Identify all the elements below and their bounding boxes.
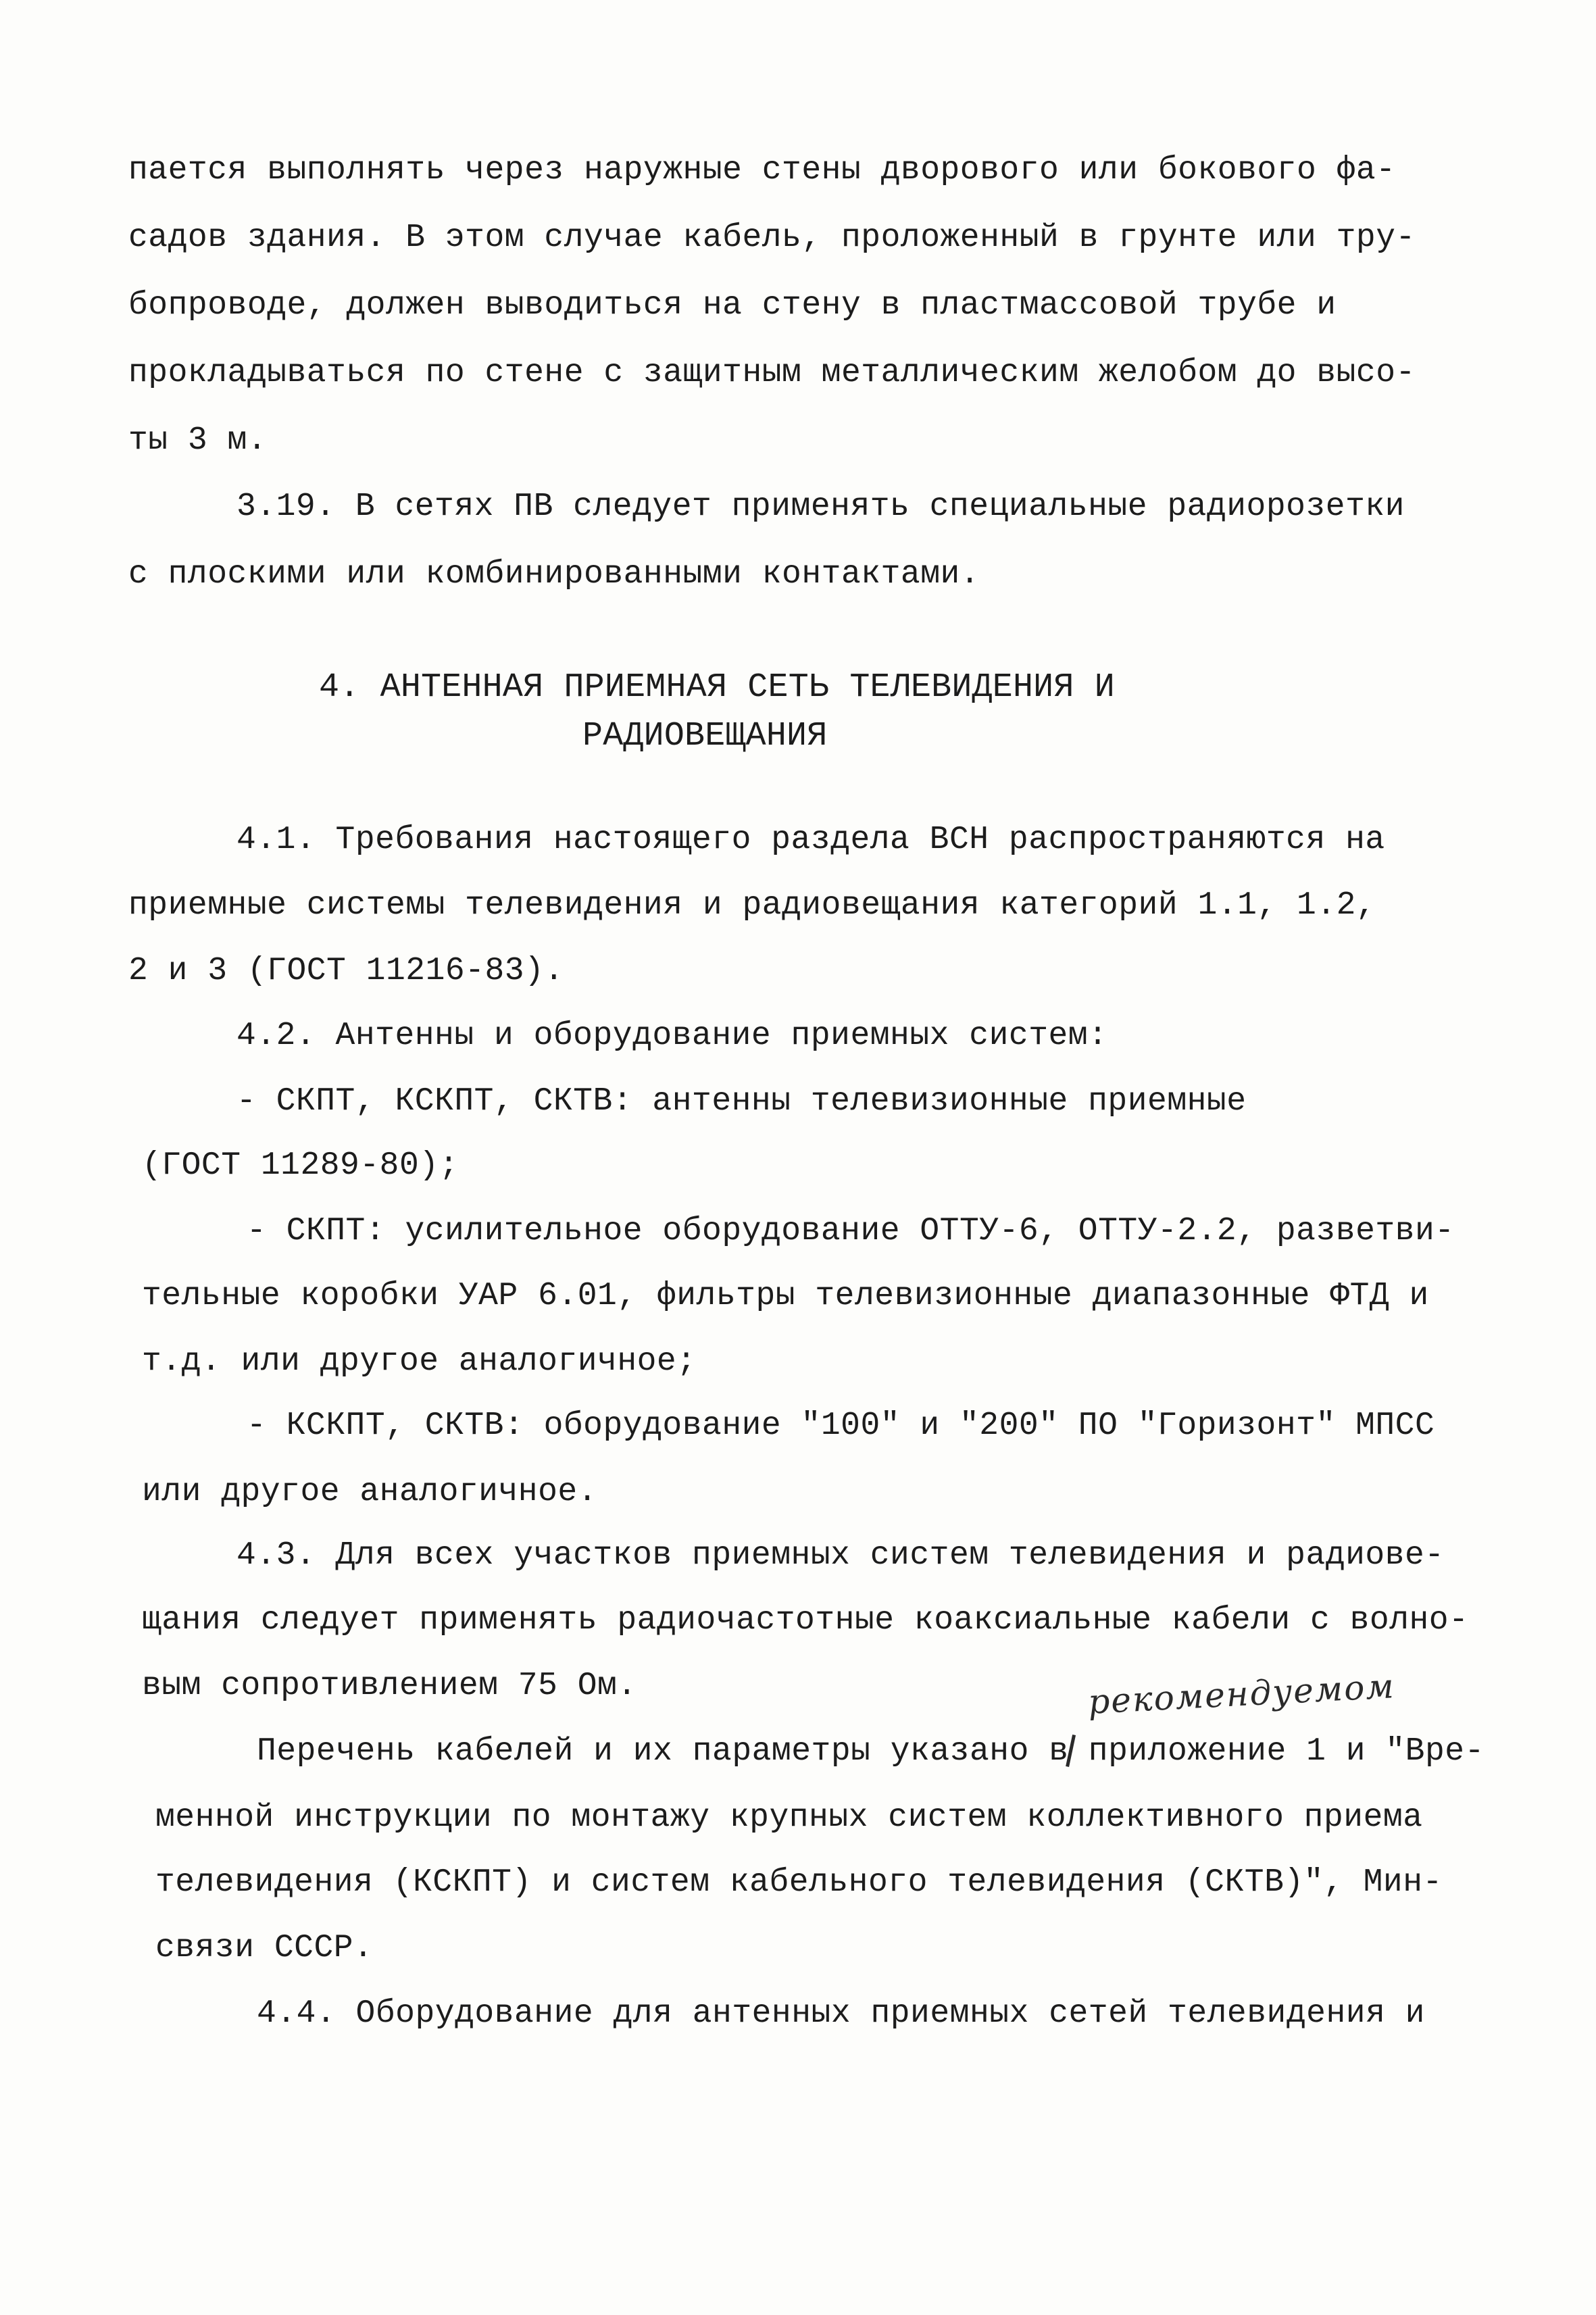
text-line: 4.3. Для всех участков приемных систем телевидения и радиове- (236, 1537, 1445, 1574)
text-line: тельные коробки УАР 6.01, фильтры телевизионные диапазонные ФТД и (142, 1278, 1429, 1314)
text-line: 4.1. Требования настоящего раздела ВСН распространяются на (236, 822, 1385, 858)
section-heading: РАДИОВЕЩАНИЯ (582, 717, 828, 755)
text-line: вым сопротивлением 75 Ом. (142, 1668, 637, 1704)
text-line: с плоскими или комбинированными контактами. (128, 556, 980, 593)
text-line: 3.19. В сетях ПВ следует применять специальные радиорозетки (236, 489, 1405, 525)
handwritten-annotation: рекомендуемом (1087, 1666, 1397, 1722)
text-line: связи СССР. (155, 1930, 374, 1966)
text-line: бопроводе, должен выводиться на стену в пластмассовой трубе и (128, 287, 1337, 324)
text-line: прокладываться по стене с защитным металлическим желобом до высо- (128, 355, 1416, 391)
section-heading: 4. АНТЕННАЯ ПРИЕМНАЯ СЕТЬ ТЕЛЕВИДЕНИЯ И (319, 668, 1115, 707)
text-line: 2 и 3 (ГОСТ 11216-83). (128, 953, 564, 989)
text-line: - СКПТ: усилительное оборудование ОТТУ-6, ОТТУ-2.2, разветви- (247, 1213, 1455, 1249)
text-line: садов здания. В этом случае кабель, проложенный в грунте или тру- (128, 220, 1416, 256)
text-line: (ГОСТ 11289-80); (142, 1147, 459, 1184)
text-line: ты 3 м. (128, 422, 268, 459)
text-line: пается выполнять через наружные стены дворового или бокового фа- (128, 152, 1396, 189)
text-line: 4.2. Антенны и оборудование приемных систем: (236, 1018, 1108, 1054)
text-line: приемные системы телевидения и радиовещания категорий 1.1, 1.2, (128, 887, 1376, 924)
text-line: - СКПТ, КСКПТ, СКТВ: антенны телевизионные приемные (236, 1083, 1247, 1120)
text-line: щания следует применять радиочастотные коаксиальные кабели с волно- (142, 1602, 1469, 1639)
text-line: - КСКПТ, СКТВ: оборудование "100" и "200" ПО "Горизонт" МПСС (247, 1408, 1435, 1444)
text-line: т.д. или другое аналогичное; (142, 1343, 697, 1380)
text-line: или другое аналогичное. (142, 1474, 598, 1510)
text-line: 4.4. Оборудование для антенных приемных сетей телевидения и (257, 1995, 1425, 2032)
text-line: Перечень кабелей и их параметры указано в приложение 1 и "Вре- (257, 1733, 1485, 1770)
text-line: телевидения (КСКПТ) и систем кабельного телевидения (СКТВ)", Мин- (155, 1864, 1443, 1901)
text-line: менной инструкции по монтажу крупных систем коллективного приема (155, 1799, 1423, 1836)
